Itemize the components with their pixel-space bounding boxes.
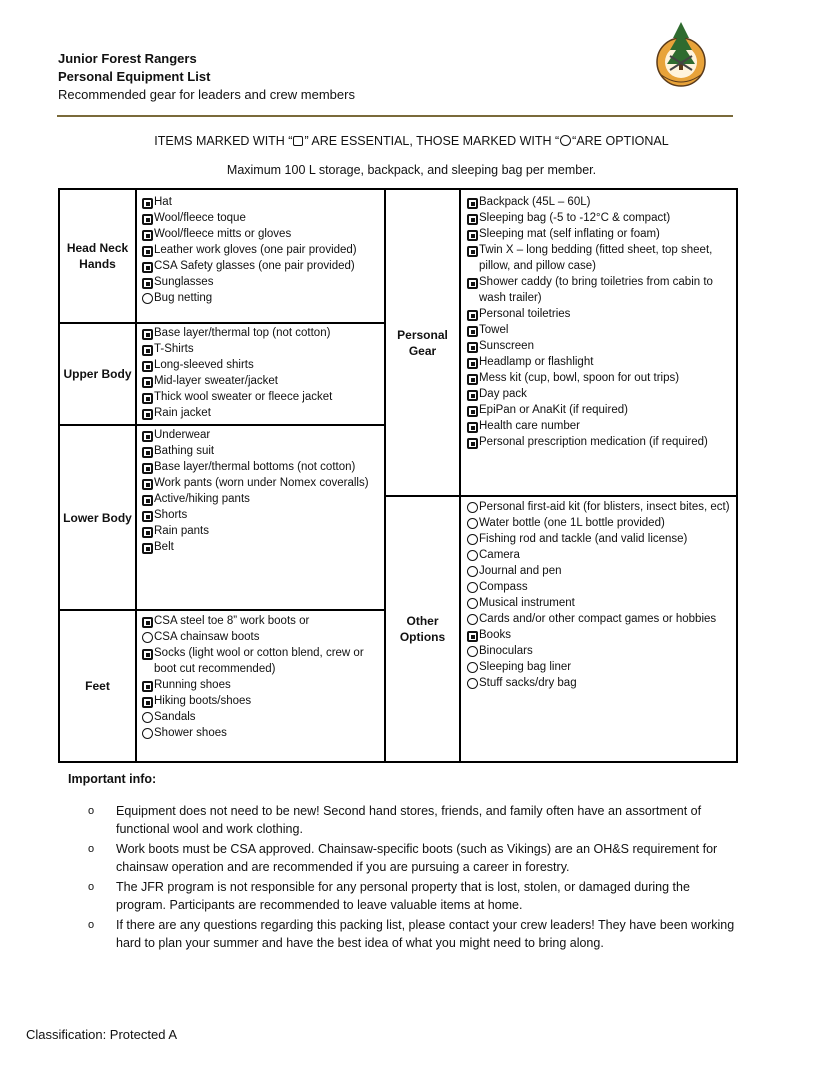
checklist-item xyxy=(467,402,733,418)
optional-circle-icon xyxy=(467,582,478,593)
essential-square-icon xyxy=(142,511,153,522)
optional-circle-icon xyxy=(467,662,478,673)
list-feet xyxy=(142,613,382,741)
legend-line xyxy=(0,134,823,148)
list-head-neck-hands xyxy=(142,194,382,306)
item-label: Active/hiking pants xyxy=(154,493,250,505)
checklist-item xyxy=(142,459,382,475)
checklist-item xyxy=(142,523,382,539)
essential-square-icon xyxy=(142,214,153,225)
optional-circle-icon xyxy=(467,614,478,625)
item-label: Sandals xyxy=(154,711,196,723)
essential-square-icon xyxy=(142,230,153,241)
checklist-item xyxy=(467,627,733,643)
checklist-item xyxy=(142,693,382,709)
essential-square-icon xyxy=(467,214,478,225)
essential-square-icon xyxy=(142,697,153,708)
essential-square-icon xyxy=(142,617,153,628)
essential-square-icon xyxy=(142,447,153,458)
bullet-circle-icon: o xyxy=(88,919,95,931)
checklist-item xyxy=(467,611,733,627)
list-lower-body xyxy=(142,427,382,555)
essential-square-icon xyxy=(293,136,303,146)
item-label: Sunscreen xyxy=(479,340,534,352)
checklist-item xyxy=(467,306,733,322)
checklist-item xyxy=(142,226,382,242)
optional-circle-icon xyxy=(467,550,478,561)
checklist-item xyxy=(142,613,382,629)
checklist-item xyxy=(467,515,733,531)
equipment-table xyxy=(58,188,738,763)
checklist-item xyxy=(467,242,733,274)
checklist-item xyxy=(142,341,382,357)
item-label: Shower shoes xyxy=(154,727,227,739)
checklist-item xyxy=(467,659,733,675)
checklist-item xyxy=(142,357,382,373)
checklist-item xyxy=(467,210,733,226)
item-label: Water bottle (one 1L bottle provided) xyxy=(479,517,665,529)
checklist-item xyxy=(467,499,733,515)
item-label: Underwear xyxy=(154,429,211,441)
item-label: Socks (light wool or cotton blend, crew or boot cut recommended) xyxy=(154,647,364,675)
checklist-item xyxy=(142,491,382,507)
optional-circle-icon xyxy=(142,632,153,643)
essential-square-icon xyxy=(142,649,153,660)
item-label: Base layer/thermal top (not cotton) xyxy=(154,327,331,339)
doc-title: Personal Equipment List xyxy=(58,69,211,84)
optional-circle-icon xyxy=(467,646,478,657)
item-label: Hiking boots/shoes xyxy=(154,695,252,707)
essential-square-icon xyxy=(467,374,478,385)
essential-square-icon xyxy=(467,310,478,321)
item-label: Sleeping bag (-5 to -12°C & compact) xyxy=(479,212,671,224)
checklist-item xyxy=(467,194,733,210)
essential-square-icon xyxy=(142,377,153,388)
essential-square-icon xyxy=(142,543,153,554)
item-label: Binoculars xyxy=(479,645,533,657)
essential-square-icon xyxy=(467,438,478,449)
checklist-item xyxy=(142,274,382,290)
essential-square-icon xyxy=(142,479,153,490)
essential-square-icon xyxy=(467,342,478,353)
essential-square-icon xyxy=(142,329,153,340)
item-label: Leather work gloves (one pair provided) xyxy=(154,244,357,256)
checklist-item xyxy=(467,643,733,659)
note-item: o The JFR program is not responsible for any personal property that is lost, stolen, or damaged during the program. Participants are recommended to leave valuable items at home. xyxy=(88,880,690,912)
checklist-item xyxy=(467,226,733,242)
checklist-item xyxy=(467,338,733,354)
list-personal-gear xyxy=(467,194,733,450)
checklist-item xyxy=(467,675,733,691)
item-label: T-Shirts xyxy=(154,343,194,355)
checklist-item xyxy=(142,325,382,341)
item-label: Personal prescription medication (if required) xyxy=(479,436,708,448)
item-label: Wool/fleece mitts or gloves xyxy=(154,228,292,240)
max-storage-note: Maximum 100 L storage, backpack, and sleeping bag per member. xyxy=(226,163,597,177)
essential-square-icon xyxy=(467,326,478,337)
important-notes xyxy=(88,802,738,954)
item-label: Long-sleeved shirts xyxy=(154,359,254,371)
essential-square-icon xyxy=(142,527,153,538)
checklist-item xyxy=(467,531,733,547)
category-head-neck-hands: Head Neck Hands xyxy=(66,241,129,271)
checklist-item xyxy=(142,443,382,459)
document-header xyxy=(58,50,355,104)
checklist-item xyxy=(467,418,733,434)
essential-square-icon xyxy=(142,431,153,442)
legend-text-2: ” ARE ESSENTIAL, THOSE MARKED WITH “ xyxy=(304,134,560,148)
optional-circle-icon xyxy=(142,728,153,739)
checklist-item xyxy=(142,210,382,226)
legend-text-1: ITEMS MARKED WITH “ xyxy=(154,134,293,148)
essential-square-icon xyxy=(467,390,478,401)
optional-circle-icon xyxy=(467,566,478,577)
item-label: Journal and pen xyxy=(479,565,562,577)
checklist-item xyxy=(142,709,382,725)
checklist-item xyxy=(142,629,382,645)
checklist-item xyxy=(467,595,733,611)
checklist-item xyxy=(142,258,382,274)
essential-square-icon xyxy=(142,198,153,209)
org-name: Junior Forest Rangers xyxy=(58,51,197,66)
item-label: Towel xyxy=(479,324,509,336)
essential-square-icon xyxy=(467,406,478,417)
checklist-item xyxy=(142,645,382,677)
checklist-item xyxy=(142,725,382,741)
item-label: Wool/fleece toque xyxy=(154,212,246,224)
list-other-options xyxy=(467,499,733,691)
checklist-item xyxy=(467,386,733,402)
checklist-item xyxy=(142,475,382,491)
checklist-item xyxy=(467,547,733,563)
essential-square-icon xyxy=(467,198,478,209)
bullet-circle-icon: o xyxy=(88,805,95,817)
bullet-circle-icon: o xyxy=(88,881,95,893)
classification-footer: Classification: Protected A xyxy=(26,1027,178,1042)
item-label: CSA chainsaw boots xyxy=(154,631,260,643)
checklist-item xyxy=(467,434,733,450)
checklist-item xyxy=(142,373,382,389)
essential-square-icon xyxy=(142,681,153,692)
checklist-item xyxy=(142,677,382,693)
item-label: Stuff sacks/dry bag xyxy=(479,677,577,689)
optional-circle-icon xyxy=(467,678,478,689)
category-other-options: Other Options xyxy=(399,614,446,644)
item-label: Rain pants xyxy=(154,525,209,537)
checklist-item xyxy=(142,194,382,210)
essential-square-icon xyxy=(467,278,478,289)
item-label: Fishing rod and tackle (and valid license) xyxy=(479,533,688,545)
item-label: Books xyxy=(479,629,511,641)
item-label: Running shoes xyxy=(154,679,231,691)
item-label: Sunglasses xyxy=(154,276,214,288)
item-label: Shorts xyxy=(154,509,188,521)
doc-subtitle: Recommended gear for leaders and crew members xyxy=(58,87,355,102)
checklist-item xyxy=(142,389,382,405)
optional-circle-icon xyxy=(142,293,153,304)
item-label: Rain jacket xyxy=(154,407,211,419)
item-label: CSA steel toe 8” work boots or xyxy=(154,615,310,627)
category-personal-gear: Personal Gear xyxy=(397,327,448,358)
checklist-item xyxy=(142,427,382,443)
essential-square-icon xyxy=(142,409,153,420)
optional-circle-icon xyxy=(560,135,571,146)
checklist-item xyxy=(467,322,733,338)
item-label: Bug netting xyxy=(154,292,213,304)
item-label: Backpack (45L – 60L) xyxy=(479,196,591,208)
item-label: CSA Safety glasses (one pair provided) xyxy=(154,260,355,272)
checklist-item xyxy=(467,563,733,579)
optional-circle-icon xyxy=(467,518,478,529)
item-label: Hat xyxy=(154,196,172,208)
note-item: o If there are any questions regarding this packing list, please contact your crew leaders! They have been working hard to plan your summer and have the best idea of what you might need to bring along. xyxy=(88,918,735,950)
item-label: Personal toiletries xyxy=(479,308,571,320)
checklist-item xyxy=(142,405,382,421)
item-label: Sleeping mat (self inflating or foam) xyxy=(479,228,660,240)
category-feet: Feet xyxy=(85,679,110,693)
item-label: Work pants (worn under Nomex coveralls) xyxy=(154,477,369,489)
essential-square-icon xyxy=(467,246,478,257)
tree-axes-logo-icon xyxy=(646,20,716,90)
checklist-item xyxy=(142,242,382,258)
bullet-circle-icon: o xyxy=(88,843,95,855)
list-upper-body xyxy=(142,325,382,421)
optional-circle-icon xyxy=(467,502,478,513)
essential-square-icon xyxy=(142,345,153,356)
category-lower-body: Lower Body xyxy=(63,510,132,525)
essential-square-icon xyxy=(142,262,153,273)
item-label: Cards and/or other compact games or hobbies xyxy=(479,613,717,625)
essential-square-icon xyxy=(142,361,153,372)
item-label: Twin X – long bedding (fitted sheet, top sheet, pillow, and pillow case) xyxy=(479,244,713,272)
important-info-title: Important info: xyxy=(68,772,157,786)
header-divider xyxy=(57,115,733,117)
optional-circle-icon xyxy=(467,598,478,609)
item-label: Belt xyxy=(154,541,174,553)
item-label: Mid-layer sweater/jacket xyxy=(154,375,278,387)
item-label: EpiPan or AnaKit (if required) xyxy=(479,404,628,416)
essential-square-icon xyxy=(142,246,153,257)
checklist-item xyxy=(142,290,382,306)
item-label: Shower caddy (to bring toiletries from cabin to wash trailer) xyxy=(479,276,713,304)
item-label: Base layer/thermal bottoms (not cotton) xyxy=(154,461,356,473)
checklist-item xyxy=(142,539,382,555)
checklist-item xyxy=(142,507,382,523)
note-item: o Equipment does not need to be new! Second hand stores, friends, and family often have an assortment of functional wool and work clothing. xyxy=(88,804,702,836)
essential-square-icon xyxy=(142,463,153,474)
checklist-item xyxy=(467,370,733,386)
checklist-item xyxy=(467,274,733,306)
essential-square-icon xyxy=(142,393,153,404)
item-label: Day pack xyxy=(479,388,527,400)
checklist-item xyxy=(467,579,733,595)
item-label: Thick wool sweater or fleece jacket xyxy=(154,391,333,403)
item-label: Personal first-aid kit (for blisters, insect bites, ect) xyxy=(479,501,730,513)
legend-text-3: “ARE OPTIONAL xyxy=(572,134,669,148)
essential-square-icon xyxy=(467,422,478,433)
essential-square-icon xyxy=(467,358,478,369)
item-label: Health care number xyxy=(479,420,580,432)
item-label: Sleeping bag liner xyxy=(479,661,572,673)
essential-square-icon xyxy=(467,230,478,241)
optional-circle-icon xyxy=(467,534,478,545)
checklist-item xyxy=(467,354,733,370)
note-item: o Work boots must be CSA approved. Chainsaw-specific boots (such as Vikings) are an OH&S requirement for chainsaw operation and are recommended if you are pursuing a career in forestry. xyxy=(88,842,718,874)
category-upper-body: Upper Body xyxy=(63,367,132,381)
item-label: Compass xyxy=(479,581,528,593)
item-label: Musical instrument xyxy=(479,597,575,609)
essential-square-icon xyxy=(142,495,153,506)
item-label: Camera xyxy=(479,549,520,561)
item-label: Headlamp or flashlight xyxy=(479,356,594,368)
optional-circle-icon xyxy=(142,712,153,723)
item-label: Mess kit (cup, bowl, spoon for out trips) xyxy=(479,372,680,384)
essential-square-icon xyxy=(467,631,478,642)
item-label: Bathing suit xyxy=(154,445,215,457)
essential-square-icon xyxy=(142,278,153,289)
